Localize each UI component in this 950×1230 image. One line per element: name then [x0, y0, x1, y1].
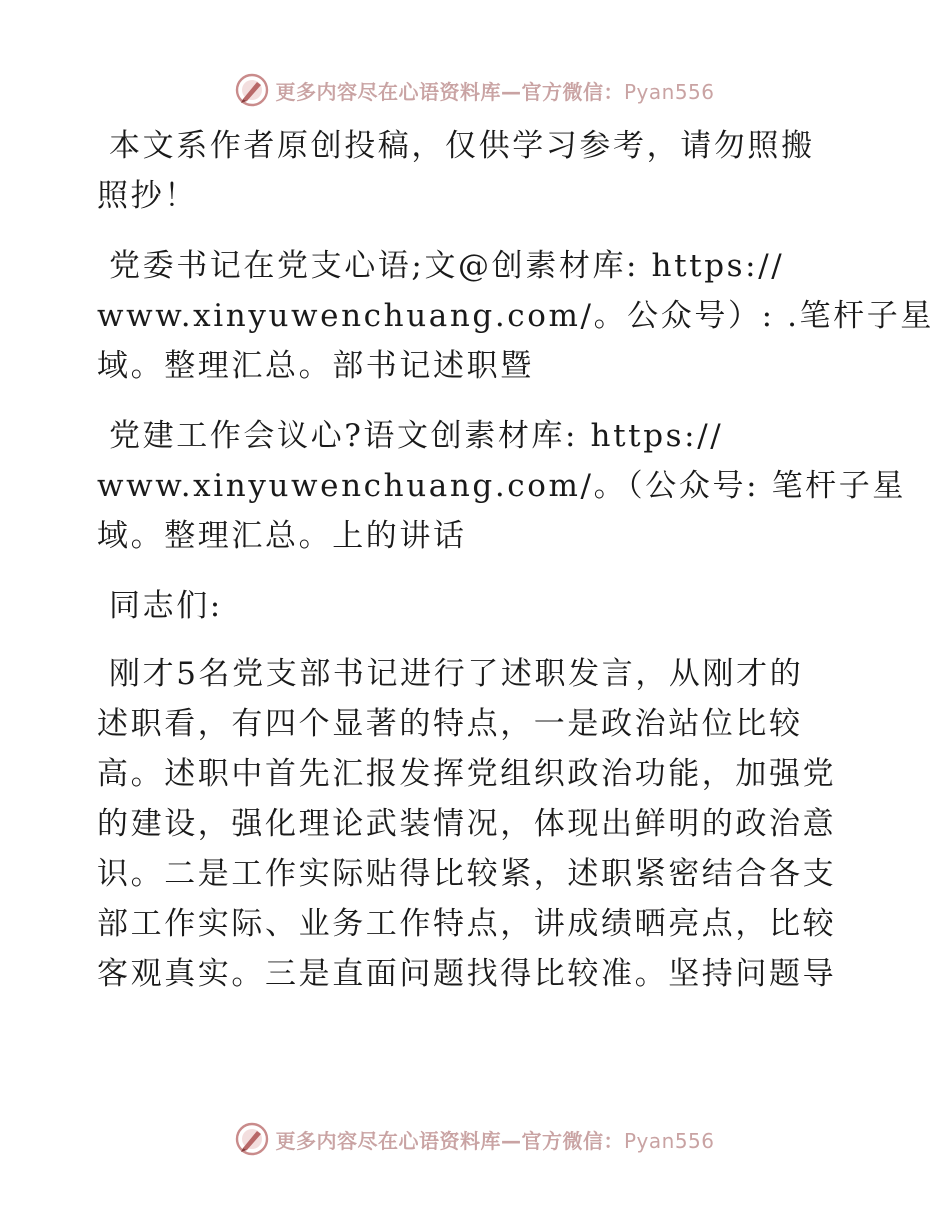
text-line: 同志们: [109, 588, 223, 624]
paragraph-disclaimer [97, 121, 857, 221]
paragraph-title-part-1 [97, 241, 934, 391]
text-line: 照抄！ [97, 178, 198, 214]
pen-logo-icon [235, 73, 269, 107]
text-line: 本文系作者原创投稿，仅供学习参考，请勿照搬 [109, 128, 815, 164]
text-line: 部工作实际、业务工作特点，讲成绩晒亮点，比较 [97, 906, 837, 942]
paragraph-salutation [97, 581, 857, 631]
text-line: www.xinyuwenchuang.com/。（公众号: 笔杆子星 [97, 468, 906, 504]
footer-watermark [0, 1119, 950, 1159]
text-line: 域。整理汇总。上的讲话 [97, 518, 467, 554]
document-body [97, 121, 934, 1019]
header-watermark [0, 70, 950, 110]
text-line: 述职看，有四个显著的特点，一是政治站位比较 [97, 706, 803, 742]
text-line: 党委书记在党支心语;文@创素材库: https:// [109, 248, 785, 284]
watermark-handle: Pyan556 [623, 1128, 715, 1153]
text-line: 的建设，强化理论武装情况，体现出鲜明的政治意 [97, 806, 837, 842]
text-line: 高。述职中首先汇报发挥党组织政治功能，加强党 [97, 756, 837, 792]
text-line: 识。二是工作实际贴得比较紧，述职紧密结合各支 [97, 856, 837, 892]
text-line: 域。整理汇总。部书记述职暨 [97, 348, 534, 384]
pen-logo-icon [235, 1122, 269, 1156]
text-line: 党建工作会议心?语文创素材库: https:// [109, 418, 724, 454]
paragraph-title-part-2 [97, 411, 906, 561]
watermark-text: 更多内容尽在心语资料库—官方微信： [275, 79, 624, 104]
text-line: 刚才5名党支部书记进行了述职发言，从刚才的 [109, 656, 804, 692]
text-line: www.xinyuwenchuang.com/。公众号）: .笔杆子星 [97, 298, 934, 334]
paragraph-body [97, 649, 857, 999]
watermark-text: 更多内容尽在心语资料库—官方微信： [275, 1128, 624, 1153]
text-line: 客观真实。三是直面问题找得比较准。坚持问题导 [97, 956, 837, 992]
watermark-handle: Pyan556 [623, 79, 715, 104]
